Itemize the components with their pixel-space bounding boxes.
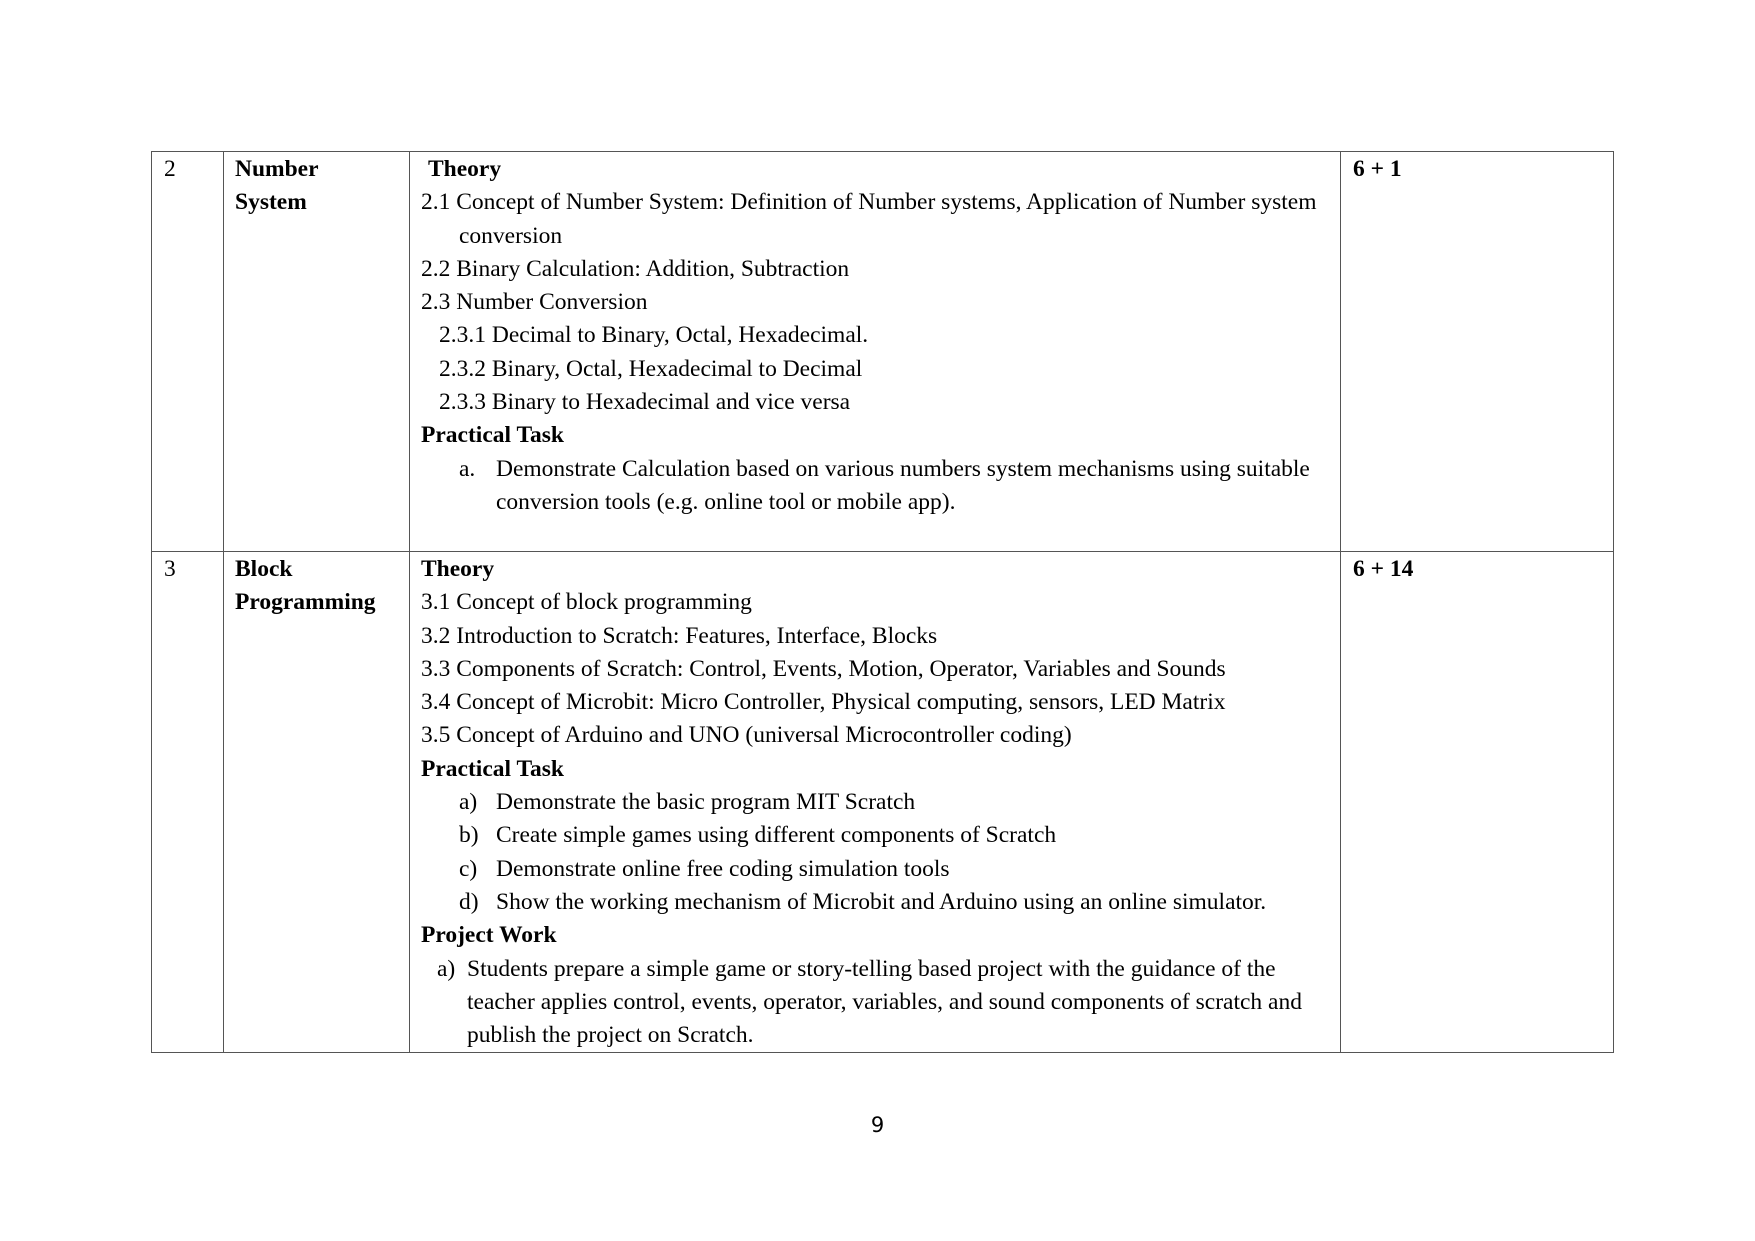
theory-heading: Theory: [428, 156, 502, 182]
practical-task-item: [421, 819, 1330, 852]
list-text: Demonstrate Calculation based on various numbers system mechanisms using suitable conversion tools (e.g. online tool or mobile app).: [496, 455, 1310, 515]
list-item: 2.1 Concept of Number System: Definition of Number systems, Application of Number system conversion: [421, 189, 1317, 249]
list-item: 3.3 Components of Scratch: Control, Events, Motion, Operator, Variables and Sounds: [421, 655, 1226, 682]
list-item: 3.4 Concept of Microbit: Micro Controller, Physical computing, sensors, LED Matrix: [421, 689, 1226, 716]
list-marker: a): [459, 789, 478, 816]
list-marker: a.: [459, 455, 476, 482]
list-marker: b): [459, 822, 479, 849]
practical-task-item: [421, 453, 1330, 520]
sub-item: 2.3.1 Decimal to Binary, Octal, Hexadecimal.: [439, 322, 869, 349]
unit-hours: 6 + 1: [1341, 152, 1614, 552]
practical-task-heading: Practical Task: [421, 422, 564, 449]
list-marker: a): [437, 955, 456, 982]
unit-topic-line: Number: [235, 156, 319, 182]
unit-topic-line: Programming: [235, 589, 376, 616]
unit-hours: 6 + 14: [1341, 552, 1614, 1053]
unit-number: 3: [152, 552, 224, 1053]
table-row: [152, 152, 1614, 552]
list-text: Create simple games using different components of Scratch: [496, 822, 1057, 849]
theory-heading: Theory: [421, 556, 495, 582]
practical-task-item: [421, 786, 1330, 819]
practical-task-heading: Practical Task: [421, 755, 564, 782]
page-number: 9: [870, 1113, 885, 1137]
unit-topic-line: Block: [235, 556, 293, 582]
unit-number: 2: [152, 152, 224, 552]
list-item: 3.5 Concept of Arduino and UNO (universal Microcontroller coding): [421, 722, 1072, 749]
list-item: 2.2 Binary Calculation: Addition, Subtraction: [421, 255, 850, 282]
practical-task-item: [421, 886, 1330, 919]
list-text: Demonstrate online free coding simulation tools: [496, 855, 950, 882]
unit-topic: [224, 152, 410, 552]
list-text: Show the working mechanism of Microbit and Arduino using an online simulator.: [496, 888, 1267, 915]
syllabus-table: [151, 151, 1614, 1053]
practical-task-item: [421, 853, 1330, 886]
project-work-item: [421, 953, 1330, 1053]
list-marker: c): [459, 855, 478, 882]
list-text: Demonstrate the basic program MIT Scratch: [496, 789, 916, 816]
sub-item: 2.3.2 Binary, Octal, Hexadecimal to Decimal: [439, 355, 863, 382]
sub-item: 2.3.3 Binary to Hexadecimal and vice versa: [439, 389, 851, 416]
project-work-heading: Project Work: [421, 922, 557, 949]
list-marker: d): [459, 888, 479, 915]
unit-content: [410, 152, 1341, 552]
table-row: [152, 552, 1614, 1053]
list-item: 3.2 Introduction to Scratch: Features, Interface, Blocks: [421, 622, 938, 649]
unit-topic-line: System: [235, 189, 307, 216]
unit-topic: [224, 552, 410, 1053]
unit-content: [410, 552, 1341, 1053]
list-item: 2.3 Number Conversion: [421, 289, 648, 316]
list-item: 3.1 Concept of block programming: [421, 589, 752, 616]
list-text: Students prepare a simple game or story-telling based project with the guidance of the teacher applies control, events, operator, variables, and sound components of scratch and publish the project on Scratch.: [467, 955, 1302, 1049]
